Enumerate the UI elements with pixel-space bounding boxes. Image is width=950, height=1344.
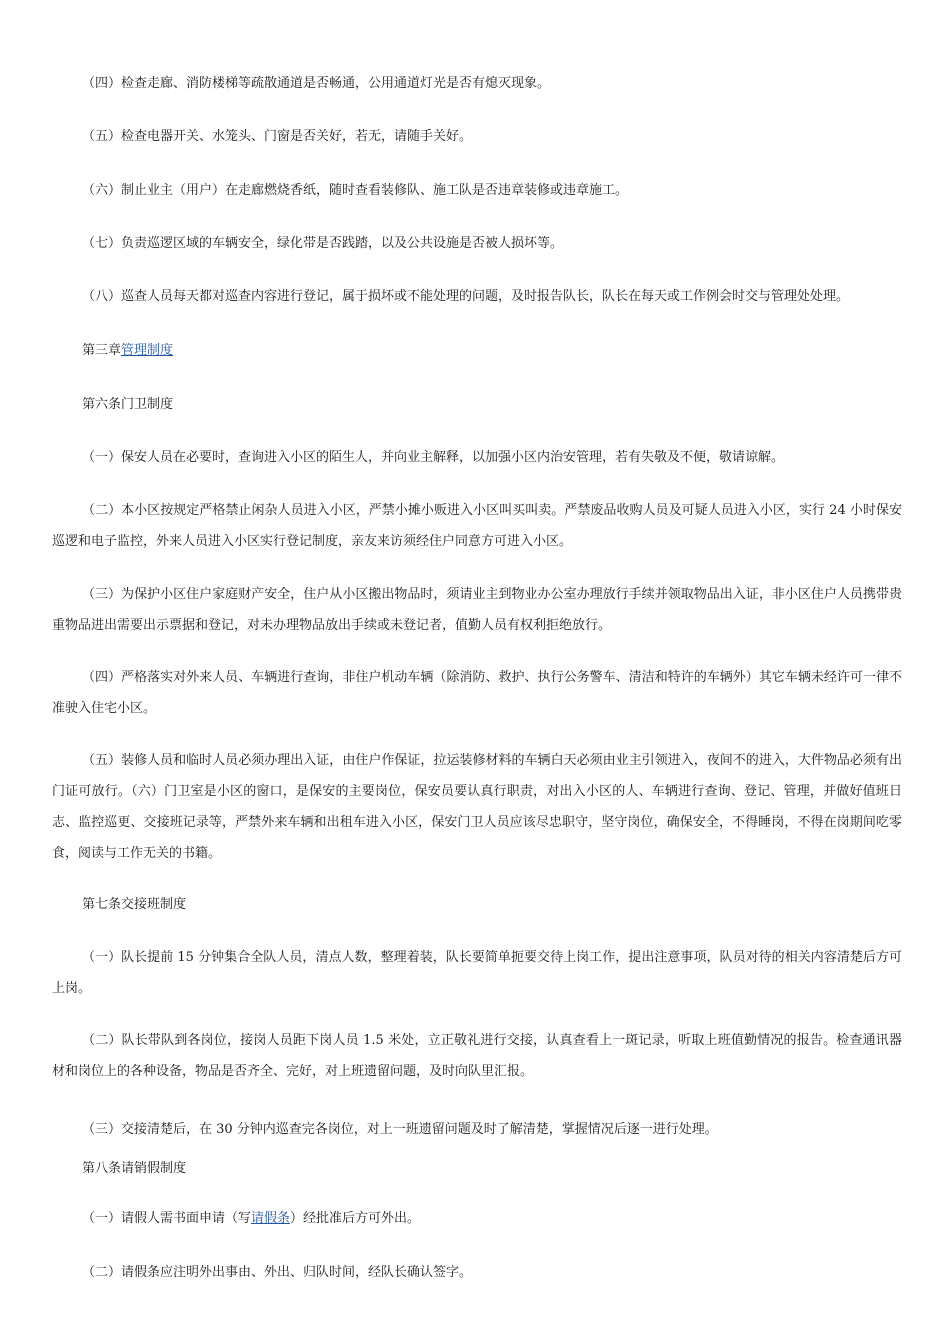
chapter-heading-prefix: 第三章 (82, 343, 122, 358)
paragraph-post-inspection: （三）交接清楚后，在 30 分钟内巡查完各岗位，对上一班遗留问题及时了解清楚，掌握情况后逐一进行处理。 (82, 1122, 718, 1137)
paragraph-vehicle-safety: （七）负责巡逻区域的车辆安全，绿化带是否践踏，以及公共设施是否被人损坏等。 (82, 236, 564, 251)
leave-request-suffix: ）经批准后方可外出。 (290, 1211, 421, 1226)
chapter-heading (52, 335, 902, 366)
paragraph-inspect-corridors: （四）检查走廊、消防楼梯等疏散通道是否畅通，公用通道灯光是否有熄灭现象。 (82, 76, 551, 91)
article-heading-shift-handover: 第七条交接班制度 (82, 897, 187, 912)
paragraph-vehicle-check: （四）严格落实对外来人员、车辆进行查询，非住户机动车辆（除消防、救护、执行公务警车、清洁和特许的车辆外）其它车辆未经许可一律不准驶入住宅小区。 (52, 670, 902, 716)
paragraph-patrol-records: （八）巡查人员每天都对巡查内容进行登记，属于损坏或不能处理的问题，及时报告队长，队长在每天或工作例会时交与管理处处理。 (82, 289, 850, 304)
leave-request-prefix: （一）请假人需书面申请（写 (82, 1211, 252, 1226)
paragraph-property-release: （三）为保护小区住户家庭财产安全，住户从小区搬出物品时，须请业主到物业办公室办理放行手续并领取物品出入证，非小区住户人员携带贵重物品进出需要出示票据和登记，对未办理物品放出手续或未登记者，值勤人员有权利拒绝放行。 (52, 587, 902, 633)
paragraph-leave-note-details: （二）请假条应注明外出事由、外出、归队时间，经队长确认签字。 (82, 1265, 473, 1280)
paragraph-prohibit-idlers: （二）本小区按规定严格禁止闲杂人员进入小区，严禁小摊小贩进入小区叫买叫卖。严禁废品收购人员及可疑人员进入小区，实行 24 小时保安巡逻和电子监控，外来人员进入小区实行登记制度，亲友来访须经住户同意方可进入小区。 (52, 503, 902, 549)
paragraph-assembly: （一）队长提前 15 分钟集合全队人员，清点人数，整理着装，队长要简单扼要交待上岗工作，提出注意事项，队员对待的相关内容清楚后方可上岗。 (52, 950, 902, 996)
paragraph-query-strangers: （一）保安人员在必要时，查询进入小区的陌生人，并向业主解释，以加强小区内治安管理，若有失敬及不便，敬请谅解。 (82, 450, 785, 465)
leave-note-link[interactable]: 请假条 (251, 1211, 291, 1226)
paragraph-leave-request (52, 1203, 902, 1234)
article-heading-gatekeeping: 第六条门卫制度 (82, 397, 174, 412)
article-heading-leave: 第八条请销假制度 (82, 1161, 187, 1176)
paragraph-stop-burning: （六）制止业主（用户）在走廊燃烧香纸，随时查看装修队、施工队是否违章装修或违章施工。 (82, 183, 629, 198)
paragraph-access-permits: （五）装修人员和临时人员必须办理出入证，由住户作保证，拉运装修材料的车辆白天必须由业主引领进入，夜间不的进入，大件物品必须有出门证可放行。（六）门卫室是小区的窗口，是保安的主要岗位，保安员要认真行职责，对出入小区的人、车辆进行查询、登记、管理，并做好值班日志、监控巡更、交接班记录等，严禁外来车辆和出租车进入小区，保安门卫人员应该尽忠职守，坚守岗位，确保安全，不得睡岗，不得在岗期间吃零食，阅读与工作无关的书籍。 (52, 753, 902, 861)
management-system-link[interactable]: 管理制度 (121, 343, 174, 358)
paragraph-inspect-switches: （五）检查电器开关、水笼头、门窗是否关好，若无，请随手关好。 (82, 129, 473, 144)
paragraph-handover: （二）队长带队到各岗位，接岗人员距下岗人员 1.5 米处，立正敬礼进行交接，认真查看上一斑记录，听取上班值勤情况的报告。检查通讯器材和岗位上的各种设备，物品是否齐全、完好，对上班遗留问题，及时向队里汇报。 (52, 1033, 902, 1079)
